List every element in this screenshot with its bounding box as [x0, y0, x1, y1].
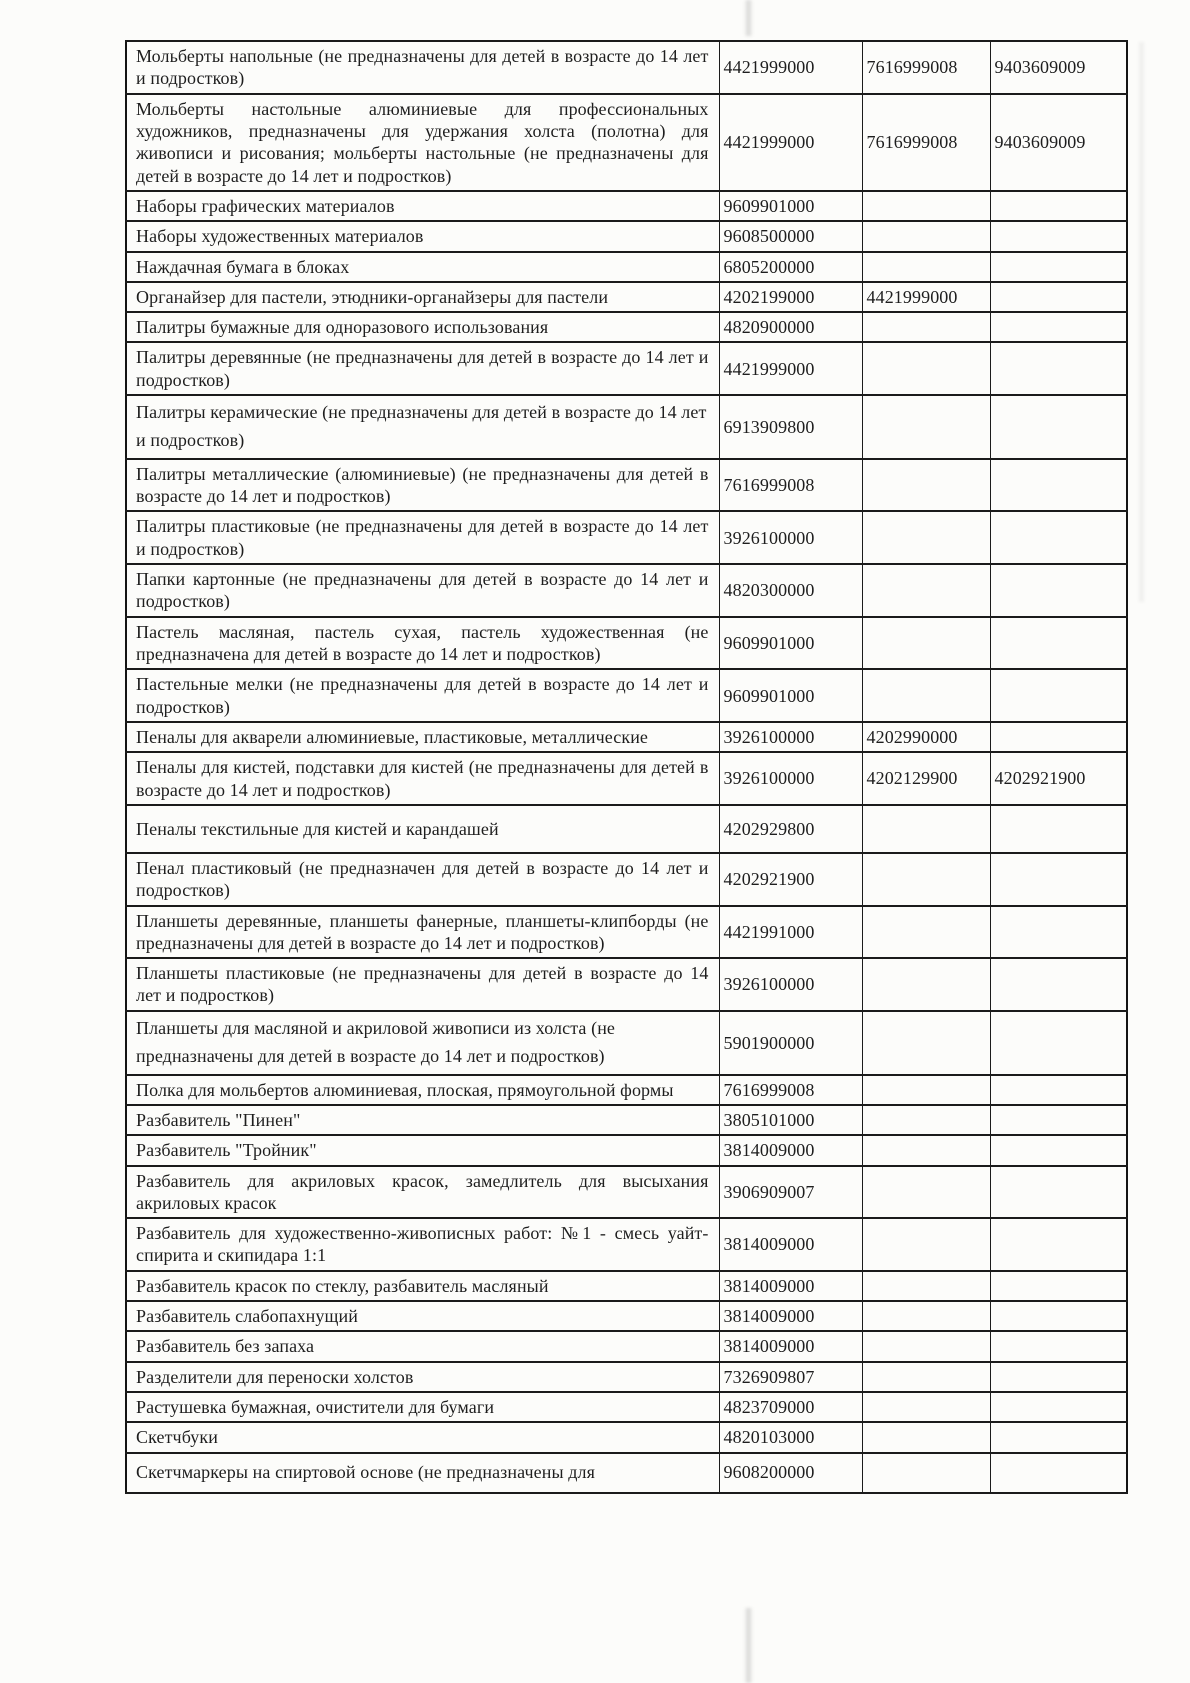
tnved-code-cell	[862, 1135, 990, 1165]
product-description-cell: Разбавитель "Тройник"	[126, 1135, 719, 1165]
table-row	[126, 252, 1127, 282]
tnved-code-cell	[862, 1105, 990, 1135]
tnved-code-cell	[990, 1362, 1127, 1392]
table-row	[126, 395, 1127, 459]
tnved-code-cell	[862, 805, 990, 853]
tnved-code-cell	[862, 1011, 990, 1075]
table-row	[126, 312, 1127, 342]
tnved-code-cell	[862, 617, 990, 670]
table-row	[126, 1392, 1127, 1422]
tnved-code-cell: 9403609009	[990, 41, 1127, 94]
product-description-cell: Планшеты пластиковые (не предназначены для детей в возрасте до 14 лет и подростков)	[126, 958, 719, 1011]
tnved-code-cell	[990, 805, 1127, 853]
product-description-cell: Мольберты настольные алюминиевые для профессиональных художников, предназначены для удержания холста (полотна) для живописи и рисования; мольберты настольные (не предназначены для детей в возрасте до 14 лет и подростков)	[126, 94, 719, 191]
tnved-code-cell	[862, 1331, 990, 1361]
product-description-cell: Полка для мольбертов алюминиевая, плоская, прямоугольной формы	[126, 1075, 719, 1105]
tnved-code-cell: 4421991000	[719, 906, 862, 959]
tnved-code-cell	[990, 252, 1127, 282]
tnved-code-cell	[862, 252, 990, 282]
tnved-code-cell	[862, 191, 990, 221]
product-description-cell: Пеналы текстильные для кистей и карандашей	[126, 805, 719, 853]
tnved-code-cell: 9609901000	[719, 669, 862, 722]
table-row	[126, 1453, 1127, 1493]
tnved-code-cell: 3805101000	[719, 1105, 862, 1135]
product-description-cell: Пастель масляная, пастель сухая, пастель художественная (не предназначена для детей в возрасте до 14 лет и подростков)	[126, 617, 719, 670]
table-row	[126, 1011, 1127, 1075]
table-row	[126, 1105, 1127, 1135]
tnved-code-cell	[990, 395, 1127, 459]
tnved-code-cell	[990, 906, 1127, 959]
tnved-code-cell: 7616999008	[862, 94, 990, 191]
tnved-code-cell: 9609901000	[719, 191, 862, 221]
table-row	[126, 282, 1127, 312]
tnved-code-cell: 3926100000	[719, 752, 862, 805]
tnved-code-cell	[990, 1331, 1127, 1361]
tnved-code-cell	[990, 1218, 1127, 1271]
table-row	[126, 564, 1127, 617]
tnved-code-cell: 4421999000	[719, 94, 862, 191]
tnved-code-cell: 4202921900	[990, 752, 1127, 805]
table-row	[126, 1218, 1127, 1271]
tnved-code-cell: 3926100000	[719, 958, 862, 1011]
product-description-cell: Разбавитель для акриловых красок, замедлитель для высыхания акриловых красок	[126, 1166, 719, 1219]
product-description-cell: Разбавитель слабопахнущий	[126, 1301, 719, 1331]
product-description-cell: Пенал пластиковый (не предназначен для детей в возрасте до 14 лет и подростков)	[126, 853, 719, 906]
tnved-code-cell	[990, 1166, 1127, 1219]
tnved-code-cell	[862, 1392, 990, 1422]
tnved-code-cell	[990, 282, 1127, 312]
tnved-code-cell	[990, 1271, 1127, 1301]
tnved-code-cell: 4202929800	[719, 805, 862, 853]
product-description-cell: Наборы художественных материалов	[126, 221, 719, 251]
tnved-code-cell	[862, 395, 990, 459]
table-row	[126, 221, 1127, 251]
tnved-code-cell	[862, 564, 990, 617]
tnved-code-cell: 4421999000	[719, 41, 862, 94]
table-row	[126, 41, 1127, 94]
product-description-cell: Разделители для переноски холстов	[126, 1362, 719, 1392]
tnved-code-cell: 4202990000	[862, 722, 990, 752]
tnved-code-cell	[862, 906, 990, 959]
tnved-code-cell: 3926100000	[719, 511, 862, 564]
scan-artifact-bottom	[744, 1608, 753, 1683]
tnved-code-cell	[862, 312, 990, 342]
product-description-cell: Пастельные мелки (не предназначены для детей в возрасте до 14 лет и подростков)	[126, 669, 719, 722]
tnved-code-cell	[990, 511, 1127, 564]
tnved-code-cell	[990, 617, 1127, 670]
scan-artifact-right	[1138, 42, 1145, 602]
product-description-cell: Палитры деревянные (не предназначены для детей в возрасте до 14 лет и подростков)	[126, 342, 719, 395]
table-row	[126, 342, 1127, 395]
product-description-cell: Разбавитель без запаха	[126, 1331, 719, 1361]
table-row	[126, 459, 1127, 512]
tnved-code-cell	[990, 1422, 1127, 1452]
tnved-code-cell	[990, 1011, 1127, 1075]
tnved-code-cell: 4421999000	[719, 342, 862, 395]
tnved-code-cell	[990, 342, 1127, 395]
tnved-code-cell	[990, 853, 1127, 906]
product-description-cell: Разбавитель для художественно-живописных работ: №1 - смесь уайт-спирита и скипидара 1:1	[126, 1218, 719, 1271]
tnved-code-cell	[990, 1301, 1127, 1331]
tnved-code-cell: 4823709000	[719, 1392, 862, 1422]
tnved-code-cell: 7616999008	[719, 1075, 862, 1105]
table-row	[126, 906, 1127, 959]
table-row	[126, 1301, 1127, 1331]
tnved-code-cell: 4820900000	[719, 312, 862, 342]
tnved-code-cell	[990, 669, 1127, 722]
tnved-code-cell	[862, 1422, 990, 1452]
tnved-code-cell: 3814009000	[719, 1271, 862, 1301]
product-description-cell: Пеналы для акварели алюминиевые, пластиковые, металлические	[126, 722, 719, 752]
product-description-cell: Разбавитель красок по стеклу, разбавитель масляный	[126, 1271, 719, 1301]
tnved-code-cell	[862, 342, 990, 395]
tnved-code-cell	[862, 1166, 990, 1219]
tnved-code-cell: 9608500000	[719, 221, 862, 251]
tnved-code-cell: 4820300000	[719, 564, 862, 617]
table-row	[126, 958, 1127, 1011]
tnved-code-cell: 3814009000	[719, 1331, 862, 1361]
tnved-code-cell: 7326909807	[719, 1362, 862, 1392]
product-description-cell: Планшеты для масляной и акриловой живописи из холста (не предназначены для детей в возрасте до 14 лет и подростков)	[126, 1011, 719, 1075]
product-description-cell: Мольберты напольные (не предназначены для детей в возрасте до 14 лет и подростков)	[126, 41, 719, 94]
product-description-cell: Растушевка бумажная, очистители для бумаги	[126, 1392, 719, 1422]
tnved-code-cell: 9608200000	[719, 1453, 862, 1493]
table-row	[126, 722, 1127, 752]
product-description-cell: Папки картонные (не предназначены для детей в возрасте до 14 лет и подростков)	[126, 564, 719, 617]
tnved-code-cell: 3814009000	[719, 1301, 862, 1331]
tnved-code-cell	[862, 511, 990, 564]
table-row	[126, 853, 1127, 906]
product-description-cell: Наждачная бумага в блоках	[126, 252, 719, 282]
tnved-code-cell: 3814009000	[719, 1218, 862, 1271]
tnved-code-cell: 9403609009	[990, 94, 1127, 191]
tnved-code-cell	[990, 459, 1127, 512]
tnved-code-cell	[990, 191, 1127, 221]
table-row	[126, 1135, 1127, 1165]
product-description-cell: Скетчбуки	[126, 1422, 719, 1452]
tnved-code-cell	[990, 1105, 1127, 1135]
tnved-code-cell: 4820103000	[719, 1422, 862, 1452]
tnved-code-cell	[990, 958, 1127, 1011]
tnved-code-cell: 6805200000	[719, 252, 862, 282]
table-row	[126, 617, 1127, 670]
tnved-code-cell: 7616999008	[862, 41, 990, 94]
customs-codes-table	[125, 40, 1128, 1494]
tnved-code-cell	[862, 669, 990, 722]
tnved-code-cell: 4421999000	[862, 282, 990, 312]
product-description-cell: Пеналы для кистей, подставки для кистей (не предназначены для детей в возрасте до 14 лет и подростков)	[126, 752, 719, 805]
tnved-code-cell	[862, 853, 990, 906]
tnved-code-cell: 4202129900	[862, 752, 990, 805]
product-description-cell: Палитры металлические (алюминиевые) (не предназначены для детей в возрасте до 14 лет и подростков)	[126, 459, 719, 512]
table-row	[126, 669, 1127, 722]
scan-artifact-top	[744, 0, 753, 36]
table-row	[126, 1271, 1127, 1301]
tnved-code-cell	[862, 459, 990, 512]
tnved-code-cell	[990, 221, 1127, 251]
table-row	[126, 752, 1127, 805]
table-row	[126, 1422, 1127, 1452]
table-row	[126, 1362, 1127, 1392]
tnved-code-cell: 7616999008	[719, 459, 862, 512]
product-description-cell: Органайзер для пастели, этюдники-органайзеры для пастели	[126, 282, 719, 312]
product-description-cell: Палитры бумажные для одноразового использования	[126, 312, 719, 342]
tnved-code-cell	[990, 1392, 1127, 1422]
tnved-code-cell	[862, 958, 990, 1011]
table-row	[126, 1166, 1127, 1219]
tnved-code-cell: 6913909800	[719, 395, 862, 459]
table-row	[126, 1331, 1127, 1361]
table-row	[126, 805, 1127, 853]
tnved-code-cell	[990, 564, 1127, 617]
table-row	[126, 191, 1127, 221]
tnved-code-cell	[990, 312, 1127, 342]
product-description-cell: Разбавитель "Пинен"	[126, 1105, 719, 1135]
tnved-code-cell	[862, 1271, 990, 1301]
tnved-code-cell	[862, 1453, 990, 1493]
tnved-code-cell	[862, 1075, 990, 1105]
tnved-code-cell	[862, 1301, 990, 1331]
tnved-code-cell	[862, 1218, 990, 1271]
tnved-code-cell: 3814009000	[719, 1135, 862, 1165]
table-row	[126, 94, 1127, 191]
product-description-cell: Планшеты деревянные, планшеты фанерные, планшеты-клипборды (не предназначены для детей в возрасте до 14 лет и подростков)	[126, 906, 719, 959]
table-row	[126, 1075, 1127, 1105]
table-row	[126, 511, 1127, 564]
product-description-cell: Палитры пластиковые (не предназначены для детей в возрасте до 14 лет и подростков)	[126, 511, 719, 564]
tnved-code-cell: 3906909007	[719, 1166, 862, 1219]
tnved-code-cell: 4202921900	[719, 853, 862, 906]
tnved-code-cell: 5901900000	[719, 1011, 862, 1075]
tnved-code-cell	[990, 1075, 1127, 1105]
tnved-code-cell: 9609901000	[719, 617, 862, 670]
tnved-code-cell	[862, 221, 990, 251]
tnved-code-cell: 3926100000	[719, 722, 862, 752]
tnved-code-cell: 4202199000	[719, 282, 862, 312]
customs-codes-table-body	[126, 41, 1127, 1493]
tnved-code-cell	[990, 1135, 1127, 1165]
product-description-cell: Палитры керамические (не предназначены для детей в возрасте до 14 лет и подростков)	[126, 395, 719, 459]
tnved-code-cell	[990, 1453, 1127, 1493]
product-description-cell: Наборы графических материалов	[126, 191, 719, 221]
tnved-code-cell	[990, 722, 1127, 752]
tnved-code-cell	[862, 1362, 990, 1392]
product-description-cell: Скетчмаркеры на спиртовой основе (не предназначены для	[126, 1453, 719, 1493]
